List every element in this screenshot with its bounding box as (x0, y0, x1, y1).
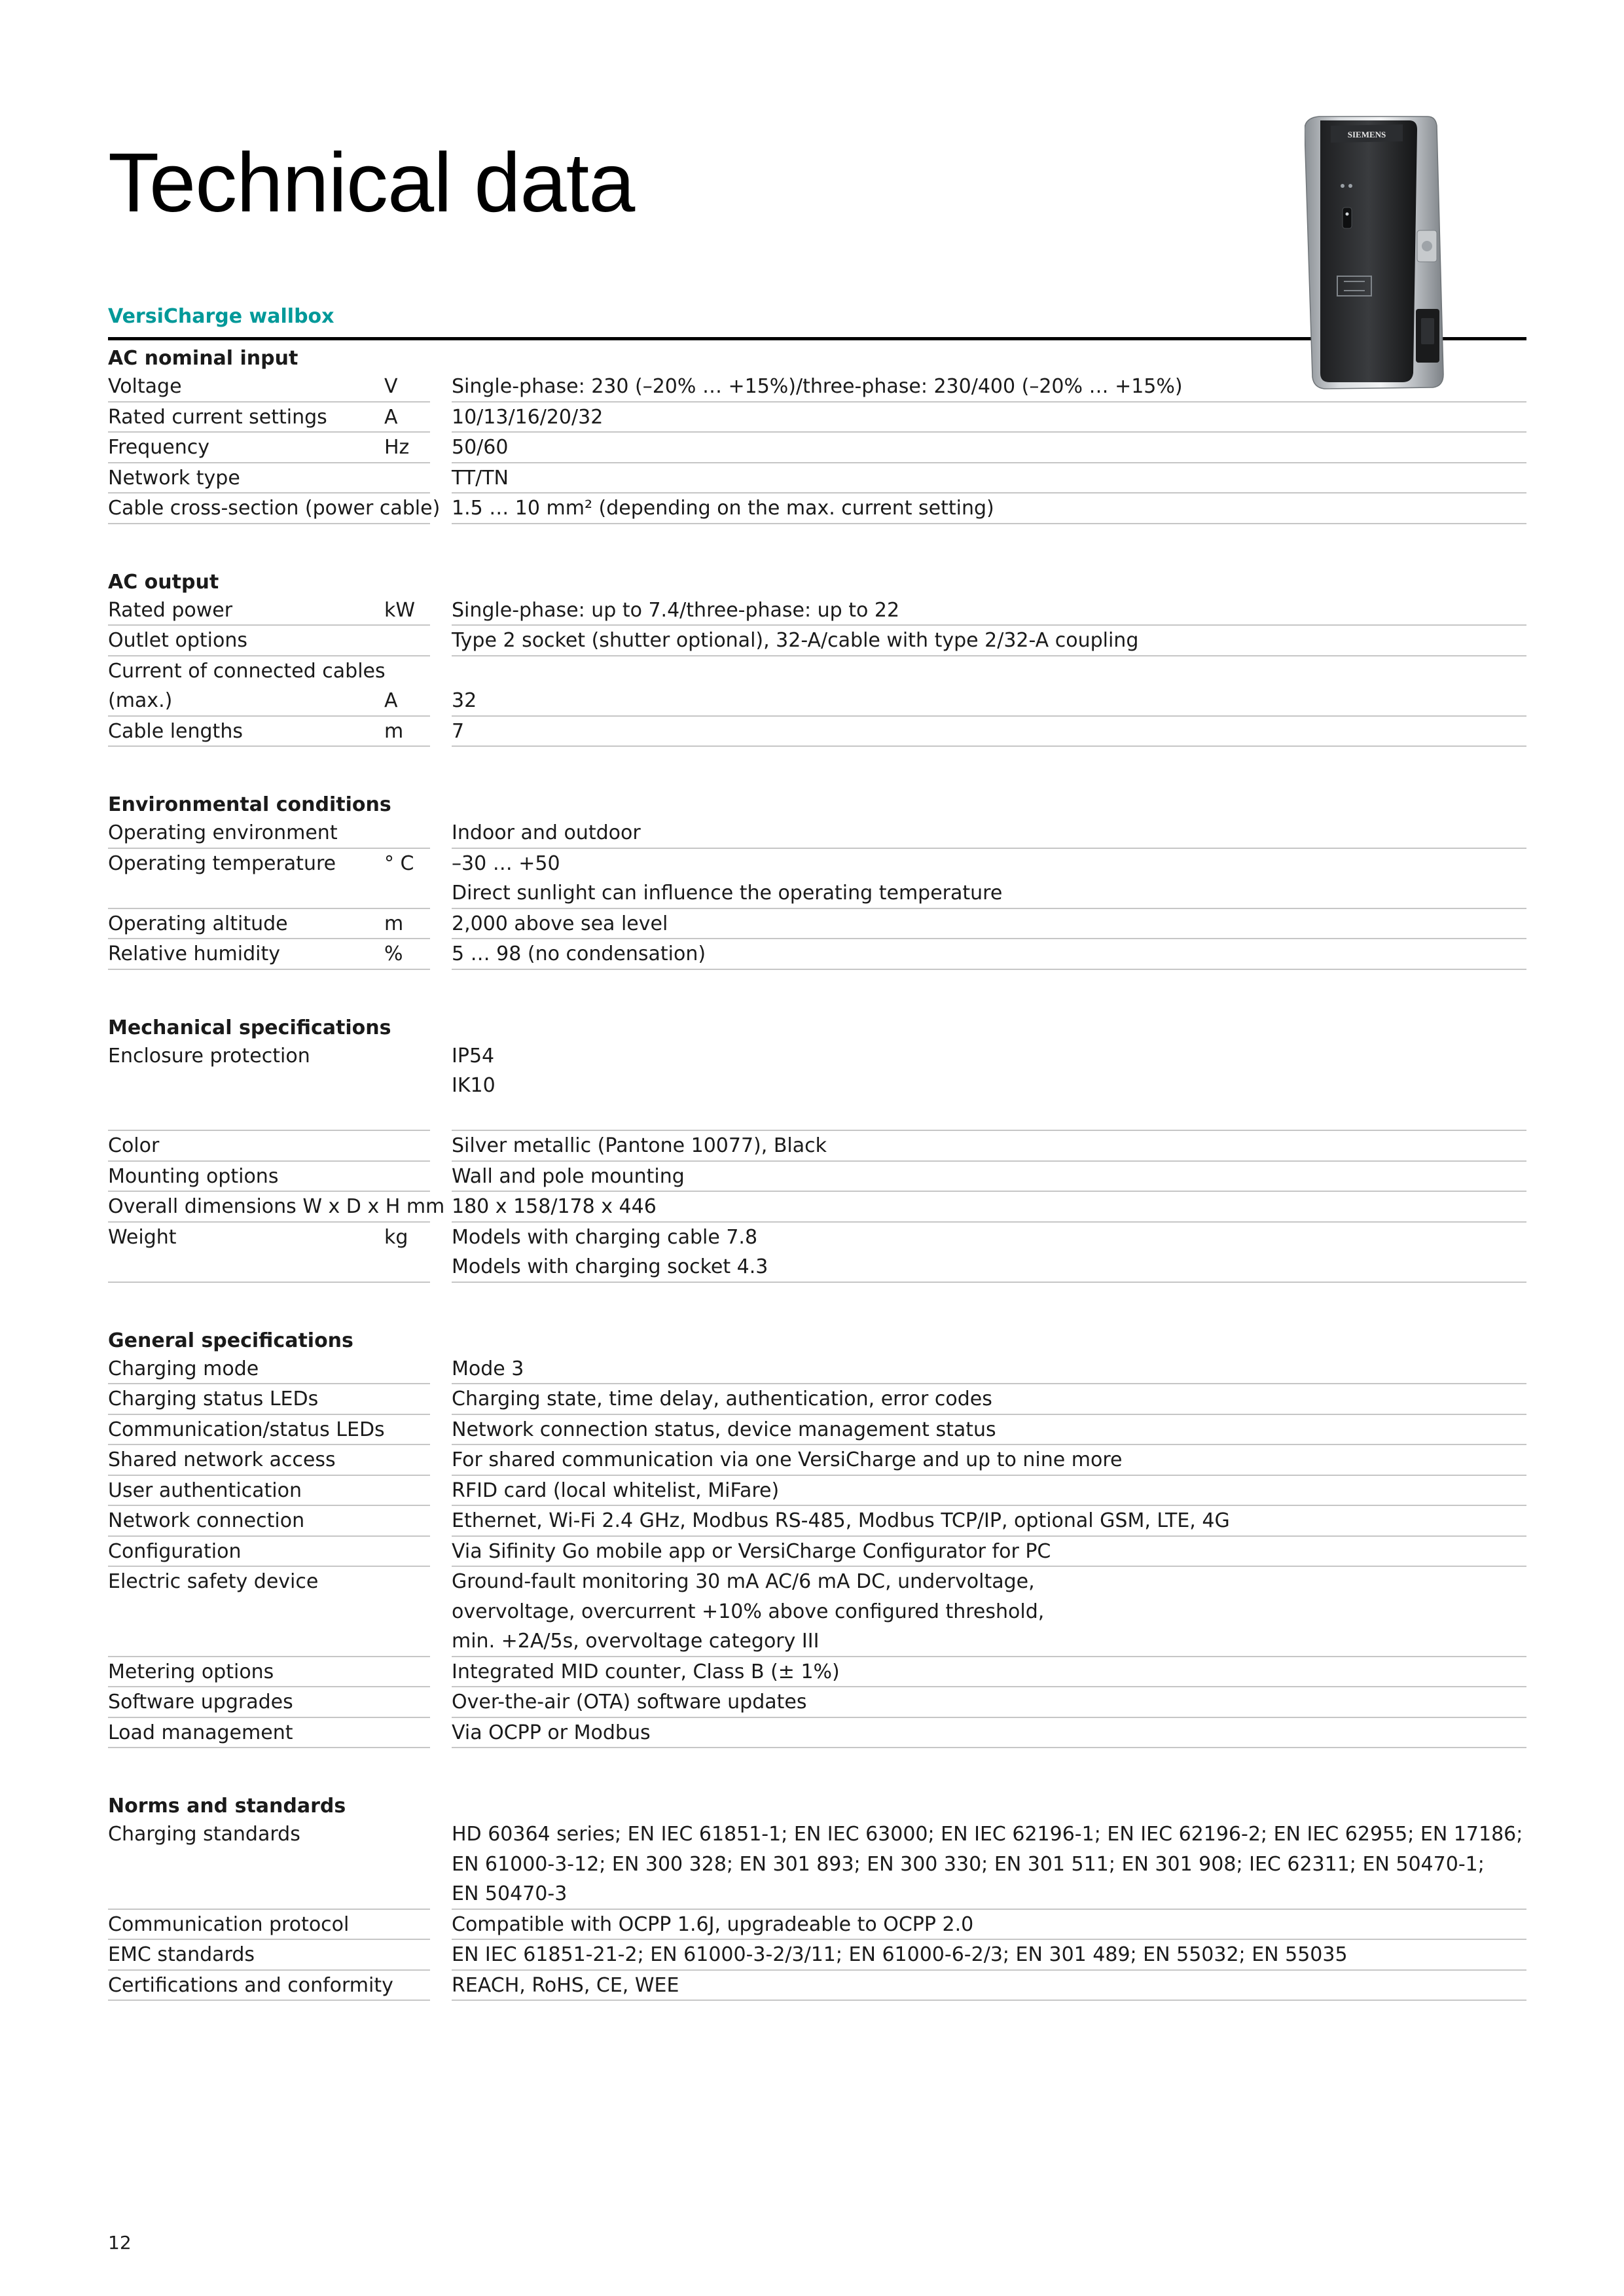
parameter-label (108, 372, 182, 402)
table-row (108, 1131, 1526, 1162)
parameter-cell (108, 717, 430, 747)
table-row (108, 1041, 1526, 1132)
value-text (452, 818, 641, 848)
parameter-cell (108, 1354, 430, 1385)
table-row (108, 403, 1526, 433)
parameter-cell (108, 1820, 430, 1910)
parameter-cell (108, 1537, 430, 1568)
parameter-label (108, 1354, 259, 1384)
value-text (452, 1687, 807, 1717)
table-row (108, 1657, 1526, 1688)
value-line: Ethernet, Wi-Fi 2.4 GHz, Modbus RS-485, Modbus TCP/IP, optional GSM, LTE, 4G (452, 1509, 1230, 1532)
value-cell (452, 1223, 1526, 1283)
value-line: Silver metallic (Pantone 10077), Black (452, 1134, 827, 1157)
parameter-label-line: Charging mode (108, 1357, 259, 1380)
table-row (108, 1445, 1526, 1476)
value-line (452, 656, 477, 687)
value-cell (452, 1537, 1526, 1568)
parameter-label-line: (max.) (108, 689, 173, 712)
parameter-label (108, 1445, 336, 1475)
table-row (108, 493, 1526, 524)
section-heading-row (108, 1323, 1526, 1354)
value-line: Models with charging cable 7.8 (452, 1225, 758, 1249)
parameter-label (108, 1506, 304, 1536)
table-row (108, 1910, 1526, 1941)
value-cell (452, 1354, 1526, 1385)
value-line: TT/TN (452, 466, 509, 490)
parameter-label (108, 1718, 293, 1748)
parameter-cell (108, 1476, 430, 1507)
value-text (452, 403, 603, 433)
table-row (108, 1940, 1526, 1971)
parameter-label-line: Relative humidity (108, 942, 280, 965)
table-row (108, 1718, 1526, 1749)
section-heading: Mechanical specifications (108, 1016, 391, 1039)
table-row (108, 372, 1526, 403)
page-title: Technical data (108, 136, 635, 230)
section-heading-row (108, 564, 1526, 596)
parameter-cell (108, 1041, 430, 1132)
parameter-cell (108, 1718, 430, 1749)
unit-label: % (384, 942, 403, 965)
value-line: 2,000 above sea level (452, 912, 668, 935)
value-line: EN 50470-3 (452, 1882, 568, 1905)
parameter-label-line: Configuration (108, 1539, 242, 1563)
unit-label: A (384, 689, 398, 712)
parameter-label-line: Network connection (108, 1509, 305, 1532)
value-line: Single-phase: 230 (–20% … +15%)/three-phase: 230/400 (–20% … +15%) (452, 375, 1183, 398)
table-row (108, 1354, 1526, 1385)
value-line: EN 61000-3-12; EN 300 328; EN 301 893; EN 300 330; EN 301 511; EN 301 908; IEC 62311; EN 50470-1; (452, 1852, 1485, 1876)
siemens-logo: SIEMENS (1347, 130, 1386, 139)
parameter-label-line: Current of connected cables (108, 659, 386, 683)
parameter-label (108, 1162, 278, 1192)
value-cell (452, 1820, 1526, 1910)
value-line: REACH, RoHS, CE, WEE (452, 1973, 679, 1997)
unit-label: m (384, 719, 404, 743)
value-cell (452, 818, 1526, 849)
parameter-label-line: Charging status LEDs (108, 1388, 319, 1410)
value-text (452, 596, 899, 626)
value-text (452, 493, 994, 524)
value-line: –30 … +50 (452, 852, 560, 875)
parameter-cell (108, 1192, 445, 1223)
parameter-cell (108, 1567, 430, 1657)
value-cell (452, 1718, 1526, 1749)
value-line: Direct sunlight can influence the operating temperature (452, 882, 1003, 905)
parameter-cell (108, 1687, 430, 1718)
section-heading-row (108, 1788, 1526, 1820)
value-cell (452, 1657, 1526, 1688)
value-cell (452, 656, 1526, 717)
table-row (108, 1567, 1526, 1657)
parameter-cell (108, 1971, 430, 2001)
parameter-cell (108, 818, 430, 849)
value-line: For shared communication via one VersiCharge and up to nine more (452, 1448, 1123, 1471)
value-text (452, 1971, 679, 2001)
parameter-label (108, 1041, 310, 1071)
value-text (452, 1910, 973, 1940)
value-text (452, 626, 1138, 656)
parameter-label (108, 939, 280, 969)
value-line: Models with charging socket 4.3 (452, 1255, 768, 1278)
value-text (452, 717, 464, 747)
unit-label: kW (384, 598, 416, 622)
value-cell (452, 493, 1526, 524)
unit-label: A (384, 405, 398, 429)
section-heading: AC output (108, 570, 219, 594)
table-row (108, 596, 1526, 626)
value-cell (452, 626, 1526, 656)
unit-label: kg (384, 1225, 408, 1249)
parameter-label (108, 1131, 159, 1161)
parameter-label-line: Cable lengths (108, 719, 243, 743)
value-text (452, 1041, 496, 1131)
table-row (108, 1687, 1526, 1718)
table-row (108, 717, 1526, 747)
table-row (108, 656, 1526, 717)
value-line: 10/13/16/20/32 (452, 405, 604, 429)
parameter-label-line: Communication protocol (108, 1912, 350, 1936)
parameter-cell (108, 1162, 430, 1193)
value-text (452, 1506, 1230, 1536)
section (108, 787, 1526, 970)
product-subtitle: VersiCharge wallbox (108, 305, 334, 328)
value-cell (452, 1971, 1526, 2001)
value-cell (452, 1687, 1526, 1718)
parameter-label-line: Software upgrades (108, 1691, 293, 1713)
value-cell (452, 1192, 1526, 1223)
parameter-label (108, 1820, 300, 1850)
parameter-label-line: Communication/status LEDs (108, 1418, 385, 1441)
value-text (452, 1192, 657, 1222)
value-line: 5 … 98 (no condensation) (452, 942, 706, 965)
parameter-label (108, 717, 243, 747)
table-row (108, 433, 1526, 463)
value-cell (452, 1567, 1526, 1657)
parameter-label (108, 1971, 393, 2001)
value-line: Network connection status, device management status (452, 1418, 996, 1441)
value-text (452, 1384, 992, 1414)
value-line: Integrated MID counter, Class B (± 1%) (452, 1660, 840, 1683)
parameter-label-line: Shared network access (108, 1448, 336, 1471)
parameter-label (108, 493, 440, 524)
parameter-cell (108, 1940, 430, 1971)
parameter-label (108, 1940, 255, 1970)
value-cell (452, 596, 1526, 626)
parameter-label-line: Frequency (108, 436, 209, 459)
value-cell (452, 1415, 1526, 1446)
section-heading-row (108, 787, 1526, 818)
parameter-cell (108, 1223, 430, 1283)
value-cell (452, 1041, 1526, 1132)
value-cell (452, 939, 1526, 970)
parameter-label (108, 403, 327, 433)
value-text (452, 1162, 685, 1192)
unit-label: m (384, 912, 404, 935)
value-line: Type 2 socket (shutter optional), 32-A/cable with type 2/32-A coupling (452, 629, 1139, 652)
section-heading: Environmental conditions (108, 793, 391, 816)
parameter-cell (108, 596, 430, 626)
parameter-label (108, 1687, 293, 1717)
table-row (108, 1384, 1526, 1415)
section-heading-row (108, 340, 1526, 372)
value-text (452, 656, 477, 716)
parameter-label-line: Color (108, 1134, 160, 1157)
parameter-label (108, 626, 247, 656)
table-row (108, 1415, 1526, 1446)
value-cell (452, 463, 1526, 494)
parameter-label-line: Outlet options (108, 629, 247, 652)
table-row (108, 818, 1526, 849)
parameter-label-line: Enclosure protection (108, 1044, 310, 1067)
parameter-label-line: Weight (108, 1225, 177, 1249)
parameter-label-line: Metering options (108, 1660, 274, 1683)
parameter-cell (108, 1910, 430, 1941)
parameter-cell (108, 463, 430, 494)
parameter-label-line: Charging standards (108, 1823, 300, 1846)
parameter-cell (108, 909, 430, 940)
section-heading: General specifications (108, 1329, 353, 1352)
value-line (452, 1101, 496, 1131)
parameter-label-line: Overall dimensions W x D x H mm (108, 1195, 445, 1218)
value-line: 50/60 (452, 436, 509, 459)
parameter-label (108, 1657, 274, 1687)
value-line: Ground-fault monitoring 30 mA AC/6 mA DC, undervoltage, (452, 1570, 1035, 1593)
parameter-cell (108, 656, 430, 717)
parameter-label-line: Certifications and conformity (108, 1973, 393, 1997)
parameter-cell (108, 939, 430, 970)
parameter-label (108, 818, 338, 848)
value-cell (452, 372, 1526, 403)
value-cell (452, 1506, 1526, 1537)
table-row (108, 1506, 1526, 1537)
value-text (452, 433, 508, 463)
parameter-label-line: Cable cross-section (power cable) (108, 497, 441, 520)
value-line: overvoltage, overcurrent +10% above configured threshold, (452, 1600, 1045, 1623)
parameter-cell (108, 626, 430, 656)
value-cell (452, 1476, 1526, 1507)
section (108, 340, 1526, 524)
parameter-label-line: Rated current settings (108, 405, 327, 429)
unit-label: Hz (384, 436, 410, 459)
value-cell (452, 433, 1526, 463)
value-line: HD 60364 series; EN IEC 61851-1; EN IEC 63000; EN IEC 62196-1; EN IEC 62196-2; EN IEC 62955; EN 17186; (452, 1823, 1523, 1846)
parameter-cell (108, 1657, 430, 1688)
value-cell (452, 403, 1526, 433)
table-row (108, 1476, 1526, 1507)
value-line: Single-phase: up to 7.4/three-phase: up to 22 (452, 598, 900, 622)
section (108, 564, 1526, 747)
table-row (108, 1162, 1526, 1193)
value-line: 1.5 … 10 mm² (depending on the max. current setting) (452, 497, 994, 520)
parameter-label-line: User authentication (108, 1479, 302, 1502)
parameter-cell (108, 849, 430, 909)
parameter-label-line: Voltage (108, 375, 182, 398)
value-line: EN IEC 61851-21-2; EN 61000-3-2/3/11; EN 61000-6-2/3; EN 301 489; EN 55032; EN 55035 (452, 1943, 1348, 1966)
section-heading: AC nominal input (108, 347, 298, 370)
value-cell (452, 1162, 1526, 1193)
value-line: 180 x 158/178 x 446 (452, 1195, 657, 1218)
parameter-label-line: Operating altitude (108, 912, 288, 935)
value-line: 7 (452, 719, 465, 743)
value-line: Wall and pole mounting (452, 1164, 685, 1188)
value-text (452, 939, 706, 969)
parameter-label (108, 909, 288, 939)
table-row (108, 1192, 1526, 1223)
value-text (452, 1718, 651, 1748)
parameter-label (108, 433, 209, 463)
parameter-label (108, 1910, 349, 1940)
value-text (452, 1445, 1122, 1475)
parameter-cell (108, 1384, 430, 1415)
parameter-label-line: Load management (108, 1721, 293, 1744)
value-cell (452, 1131, 1526, 1162)
parameter-label (108, 1415, 385, 1445)
value-cell (452, 717, 1526, 747)
value-line: min. +2A/5s, overvoltage category III (452, 1630, 820, 1653)
parameter-cell (108, 403, 430, 433)
parameter-label (108, 1192, 444, 1222)
value-text (452, 1657, 840, 1687)
technical-data-tables (108, 340, 1526, 2001)
parameter-label (108, 849, 336, 879)
parameter-label (108, 656, 386, 716)
value-cell (452, 849, 1526, 909)
parameter-cell (108, 493, 441, 524)
value-text (452, 1537, 1051, 1567)
value-line: Compatible with OCPP 1.6J, upgradeable to OCPP 2.0 (452, 1912, 974, 1936)
parameter-label-line: Mounting options (108, 1164, 279, 1188)
table-row (108, 909, 1526, 940)
table-row (108, 1971, 1526, 2001)
parameter-label-line: EMC standards (108, 1943, 255, 1966)
parameter-label-line: Electric safety device (108, 1570, 319, 1593)
parameter-label (108, 1537, 241, 1567)
value-line: IK10 (452, 1074, 496, 1097)
parameter-cell (108, 1415, 430, 1446)
value-text (452, 909, 668, 939)
value-cell (452, 909, 1526, 940)
parameter-label (108, 1384, 318, 1414)
value-cell (452, 1384, 1526, 1415)
parameter-label (108, 463, 240, 493)
table-row (108, 1537, 1526, 1568)
parameter-cell (108, 1506, 430, 1537)
value-text (452, 463, 509, 493)
parameter-cell (108, 433, 430, 463)
table-row (108, 1223, 1526, 1283)
value-line: Over-the-air (OTA) software updates (452, 1691, 807, 1713)
parameter-label-line: Operating temperature (108, 852, 336, 875)
parameter-label-line: Operating environment (108, 821, 338, 844)
parameter-cell (108, 372, 430, 403)
value-line: Via Sifinity Go mobile app or VersiCharge Configurator for PC (452, 1539, 1051, 1563)
table-row (108, 1820, 1526, 1910)
value-text (452, 1415, 996, 1445)
value-line: Charging state, time delay, authentication, error codes (452, 1388, 992, 1410)
value-line: Via OCPP or Modbus (452, 1721, 651, 1744)
section (108, 1010, 1526, 1283)
parameter-label (108, 1223, 177, 1253)
section-heading-row (108, 1010, 1526, 1041)
value-text (452, 1223, 768, 1282)
section (108, 1323, 1526, 1749)
table-row (108, 939, 1526, 970)
value-text (452, 1131, 827, 1161)
parameter-cell (108, 1131, 430, 1162)
value-line: 32 (452, 689, 477, 712)
table-row (108, 626, 1526, 656)
parameter-cell (108, 1445, 430, 1476)
value-cell (452, 1445, 1526, 1476)
value-text (452, 1567, 1044, 1657)
parameter-label (108, 596, 232, 626)
table-row (108, 849, 1526, 909)
value-line: IP54 (452, 1044, 495, 1067)
parameter-label-line: Rated power (108, 598, 233, 622)
value-text (452, 1354, 524, 1384)
unit-label: ° C (384, 852, 414, 875)
section (108, 1788, 1526, 2001)
value-text (452, 1820, 1523, 1909)
parameter-label (108, 1567, 318, 1597)
value-text (452, 1476, 779, 1506)
parameter-label (108, 1476, 302, 1506)
value-line: RFID card (local whitelist, MiFare) (452, 1479, 780, 1502)
unit-label: V (384, 375, 398, 398)
section-heading: Norms and standards (108, 1795, 346, 1818)
value-cell (452, 1940, 1526, 1971)
page-number: 12 (108, 2232, 132, 2253)
value-line: Indoor and outdoor (452, 821, 641, 844)
value-line: Mode 3 (452, 1357, 524, 1380)
value-text (452, 849, 1002, 908)
value-cell (452, 1910, 1526, 1941)
value-text (452, 372, 1183, 402)
parameter-label-line: Network type (108, 466, 240, 490)
table-row (108, 463, 1526, 494)
value-text (452, 1940, 1348, 1970)
